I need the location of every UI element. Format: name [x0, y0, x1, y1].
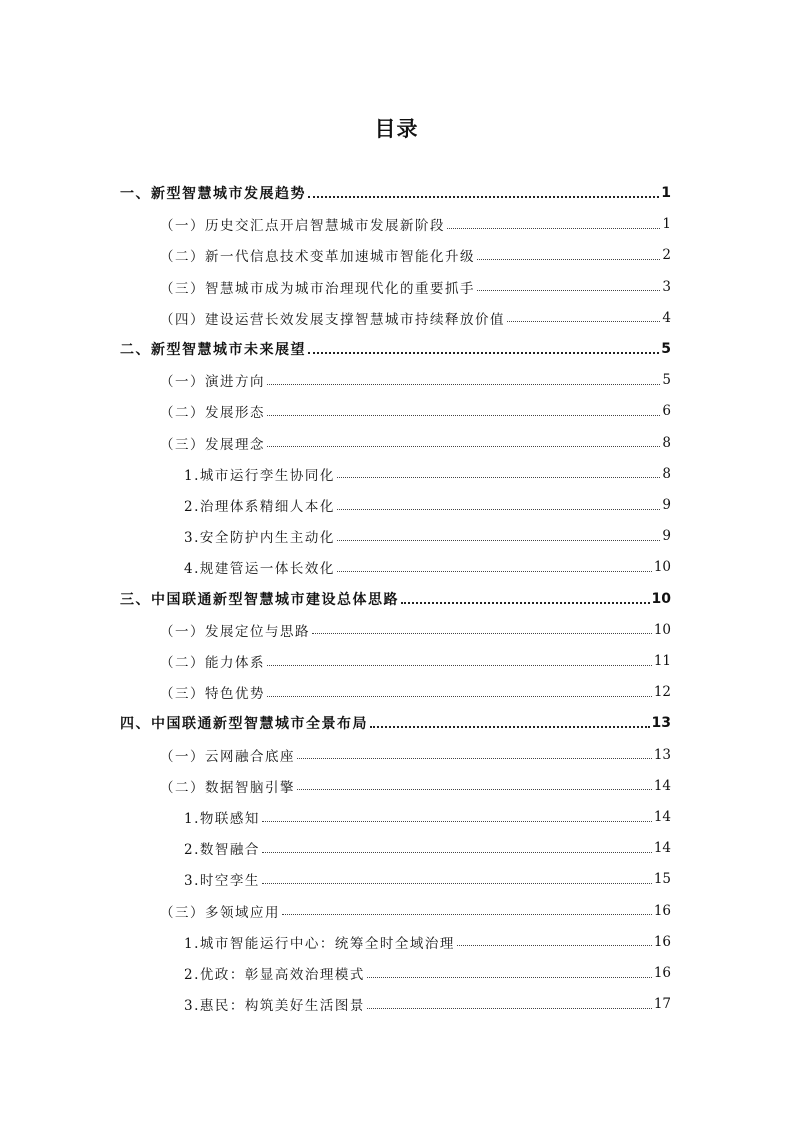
- toc-leader-dots: [337, 497, 661, 510]
- toc-entry-title: （一）历史交汇点开启智慧城市发展新阶段: [160, 218, 445, 235]
- toc-entry-title: 3.安全防护内生主动化: [184, 530, 335, 547]
- toc-entry-title: 3.惠民：构筑美好生活图景: [184, 998, 365, 1015]
- toc-entry-title: （三）多领域应用: [160, 904, 280, 921]
- toc-entry-title: 2.数智融合: [184, 842, 260, 859]
- toc-entry[interactable]: [184, 494, 671, 516]
- toc-entry[interactable]: [184, 962, 671, 984]
- toc-entry-title: （四）建设运营长效发展支撑智慧城市持续释放价值: [160, 311, 505, 328]
- toc-entry[interactable]: [160, 369, 671, 391]
- toc-entry-title: 4.规建管运一体长效化: [184, 561, 335, 578]
- toc-leader-dots: [337, 528, 661, 541]
- toc-entry-title: 四、中国联通新型智慧城市全景布局: [120, 716, 368, 733]
- toc-entry-title: （三）发展理念: [160, 436, 265, 453]
- toc-entry[interactable]: [120, 182, 671, 204]
- toc-entry-page-number: 3: [662, 278, 671, 295]
- toc-entry[interactable]: [160, 619, 671, 641]
- toc-leader-dots: [262, 840, 652, 853]
- toc-entry-title: （二）数据智脑引擎: [160, 779, 295, 796]
- toc-entry[interactable]: [184, 931, 671, 953]
- toc-entry[interactable]: [160, 650, 671, 672]
- toc-leader-dots: [267, 653, 652, 666]
- toc-entry-title: （三）特色优势: [160, 686, 265, 703]
- toc-entry[interactable]: [184, 525, 671, 547]
- toc-entry-title: 2.优政：彰显高效治理模式: [184, 967, 365, 983]
- toc-leader-dots: [267, 403, 660, 416]
- toc-entry-title: 三、中国联通新型智慧城市建设总体思路: [120, 591, 399, 608]
- toc-entry-title: 1.城市智能运行中心：统筹全时全域治理: [184, 935, 455, 952]
- toc-entry-page-number: 8: [662, 434, 671, 451]
- toc-entry-page-number: 4: [662, 309, 671, 326]
- toc-entry-page-number: 6: [662, 403, 671, 420]
- toc-entry-title: （三）智慧城市成为城市治理现代化的重要抓手: [160, 280, 475, 297]
- toc-entry-title: （一）演进方向: [160, 374, 265, 391]
- toc-entry[interactable]: [160, 744, 671, 766]
- toc-entry-page-number: 16: [653, 933, 671, 950]
- toc-entry-page-number: 9: [662, 528, 671, 545]
- toc-entry-title: 1.物联感知: [184, 811, 260, 827]
- toc-entry-page-number: 1: [661, 185, 671, 201]
- toc-entry[interactable]: [160, 900, 671, 922]
- toc-entry-page-number: 16: [653, 902, 671, 919]
- toc-leader-dots: [477, 247, 660, 260]
- toc-entry-title: 2.治理体系精细人本化: [184, 499, 335, 515]
- toc-entry[interactable]: [160, 775, 671, 797]
- toc-entry-page-number: 13: [651, 715, 671, 732]
- toc-entry[interactable]: [160, 213, 671, 235]
- toc-leader-dots: [267, 434, 660, 447]
- toc-leader-dots: [370, 714, 650, 728]
- toc-entry-page-number: 14: [653, 840, 671, 857]
- toc-entry-page-number: 17: [653, 996, 671, 1013]
- toc-entry[interactable]: [160, 244, 671, 266]
- toc-entry-title: 1.城市运行孪生协同化: [184, 467, 335, 484]
- toc-entry-page-number: 10: [653, 621, 671, 638]
- toc-entry[interactable]: [120, 338, 671, 360]
- toc-leader-dots: [282, 902, 652, 915]
- toc-entry[interactable]: [184, 837, 671, 859]
- toc-entry[interactable]: [184, 556, 671, 578]
- toc-entry-title: 二、新型智慧城市未来展望: [120, 342, 306, 358]
- toc-leader-dots: [308, 184, 659, 198]
- toc-leader-dots: [367, 965, 652, 978]
- toc-leader-dots: [297, 746, 652, 759]
- toc-entry-page-number: 11: [653, 653, 671, 669]
- toc-leader-dots: [262, 871, 652, 884]
- toc-leader-dots: [337, 559, 652, 572]
- page-title: 目录: [374, 117, 419, 141]
- toc-entry-title: （二）新一代信息技术变革加速城市智能化升级: [160, 249, 475, 266]
- toc-leader-dots: [267, 372, 660, 385]
- toc-entry-page-number: 5: [662, 372, 671, 389]
- toc-entry-page-number: 5: [661, 341, 671, 357]
- toc-leader-dots: [308, 340, 659, 354]
- toc-entry[interactable]: [184, 463, 671, 485]
- toc-entry-title: （一）云网融合底座: [160, 748, 295, 765]
- toc-entry-page-number: 16: [653, 965, 671, 981]
- toc-entry-page-number: 14: [653, 777, 671, 794]
- toc-entry-title: 一、新型智慧城市发展趋势: [120, 186, 306, 202]
- toc-leader-dots: [401, 590, 650, 604]
- toc-entry-title: （二）发展形态: [160, 405, 265, 422]
- toc-leader-dots: [267, 684, 652, 697]
- toc-entry-page-number: 14: [653, 809, 671, 825]
- toc-entry-page-number: 9: [662, 497, 671, 513]
- toc-entry-page-number: 1: [662, 216, 671, 233]
- toc-leader-dots: [312, 621, 652, 634]
- toc-entry[interactable]: [184, 868, 671, 890]
- toc-leader-dots: [477, 278, 660, 291]
- toc-leader-dots: [507, 309, 660, 322]
- toc-leader-dots: [367, 996, 652, 1009]
- toc-entry-title: （一）发展定位与思路: [160, 623, 310, 640]
- toc-entry[interactable]: [160, 400, 671, 422]
- toc-entry-page-number: 10: [653, 559, 671, 576]
- toc-entry-page-number: 12: [653, 684, 671, 701]
- toc-entry[interactable]: [120, 712, 671, 734]
- toc-entry[interactable]: [184, 993, 671, 1015]
- toc-entry[interactable]: [160, 432, 671, 454]
- toc-entry[interactable]: [160, 307, 671, 329]
- toc-entry-page-number: 10: [651, 590, 671, 607]
- toc-leader-dots: [457, 933, 652, 946]
- toc-leader-dots: [447, 216, 660, 229]
- toc-entry[interactable]: [184, 806, 671, 828]
- toc-entry[interactable]: [160, 681, 671, 703]
- toc-entry-page-number: 13: [653, 746, 671, 763]
- toc-entry-title: 3.时空孪生: [184, 873, 260, 890]
- toc-leader-dots: [337, 465, 661, 478]
- toc-leader-dots: [262, 809, 652, 822]
- toc-leader-dots: [297, 777, 652, 790]
- toc-entry[interactable]: [160, 276, 671, 298]
- toc-entry-page-number: 8: [662, 465, 671, 482]
- toc-entry-title: （二）能力体系: [160, 655, 265, 671]
- toc-entry-page-number: 15: [653, 871, 671, 888]
- toc-entry-page-number: 2: [662, 247, 671, 264]
- toc-entry[interactable]: [120, 588, 671, 610]
